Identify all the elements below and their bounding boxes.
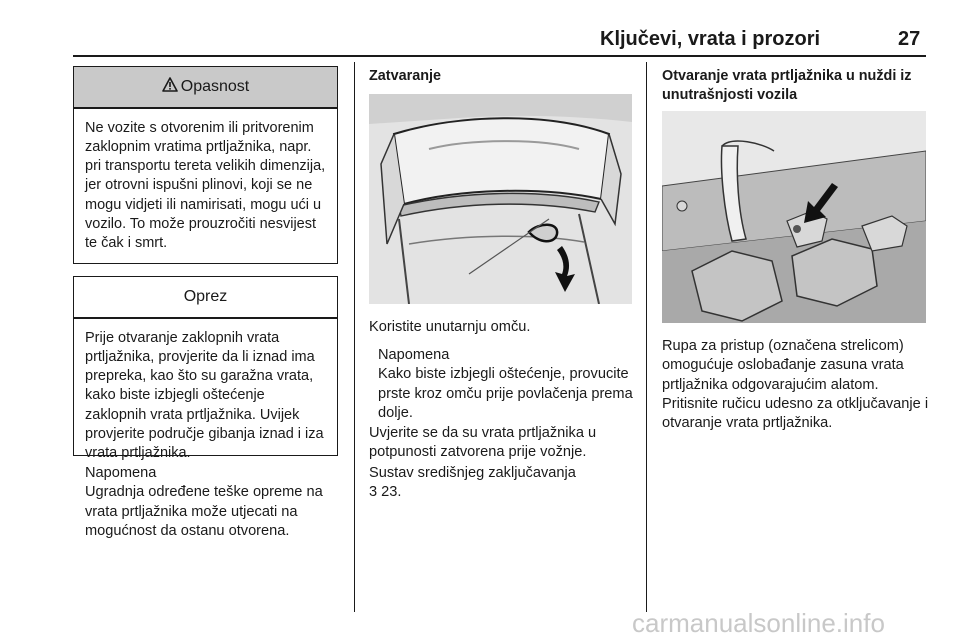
- note-left-label: Napomena: [85, 465, 157, 481]
- danger-box: [73, 66, 338, 264]
- note-left-text: Ugradnja određene teške opreme na vrata prtljažnika može utjecati na mogućnost da ostanu otvorena.: [85, 484, 323, 539]
- closing-heading: Zatvaranje: [369, 68, 441, 84]
- caution-box-text: Prije otvaranje zaklopnih vrata prtljažnika, provjerite da li iznad ima prepreka, kao što su garažna vrata, kako biste izbjegli oštećenje zaklopnih vrata prtljažnika. Uvijek provjerite područje gibanja iznad i iza vrata prtljažnika.: [85, 329, 324, 462]
- caution-box: [73, 276, 338, 462]
- central-locking-reference: [369, 464, 639, 503]
- closing-paragraph: Uvjerite se da su vrata prtljažnika u potpunosti zatvorena prije vožnje.: [369, 425, 597, 461]
- danger-box-title: Opasnost: [180, 78, 250, 95]
- page-cross-reference: 3 23.: [369, 484, 402, 501]
- caution-box-header: [74, 277, 337, 317]
- emergency-heading: Otvaranje vrata prtljažnika u nuždi iz unutrašnjosti vozila: [662, 68, 912, 103]
- warning-triangle-icon: [162, 77, 178, 97]
- header-rule: [73, 55, 926, 57]
- emergency-paragraph-2: Pritisnite ručicu udesno za otključavanje i otvaranje vrata prtljažnika.: [662, 396, 929, 432]
- danger-box-text: Ne vozite s otvorenim ili pritvorenim zaklopnim vratima prtljažnika, napr. pri transportu tereta velikih dimenzija, jer otrovni ispušni plinovi, koji se ne mogu vidjeti ili namirisati, mogu ući u vozilo. To može prouzročiti nesvijest te čak i smrt.: [85, 119, 326, 252]
- central-locking-text: Sustav središnjeg zaključavanja: [369, 465, 576, 481]
- emergency-release-illustration: [662, 111, 926, 323]
- closing-note-label: Napomena: [378, 347, 450, 363]
- tailgate-closing-illustration: [369, 94, 632, 304]
- page-header-title: Ključevi, vrata i prozori: [600, 28, 821, 50]
- closing-note: [378, 346, 638, 423]
- emergency-paragraph-1: Rupa za pristup (označena strelicom) omogućuje oslobađanje zasuna vrata prtljažnika odgovarajućim alatom.: [662, 338, 904, 393]
- column-divider-left: [354, 62, 355, 612]
- note-left: [85, 464, 347, 541]
- closing-note-text: Kako biste izbjegli oštećenje, provucite prste kroz omču prije povlačenja prema dolje.: [378, 366, 633, 421]
- watermark: carmanualsonline.info: [632, 608, 885, 638]
- page-number: 27: [898, 28, 921, 50]
- danger-box-header: [74, 67, 337, 107]
- caution-box-title: Oprez: [183, 288, 228, 305]
- closing-instruction: Koristite unutarnju omču.: [369, 319, 531, 335]
- column-divider-right: [646, 62, 647, 612]
